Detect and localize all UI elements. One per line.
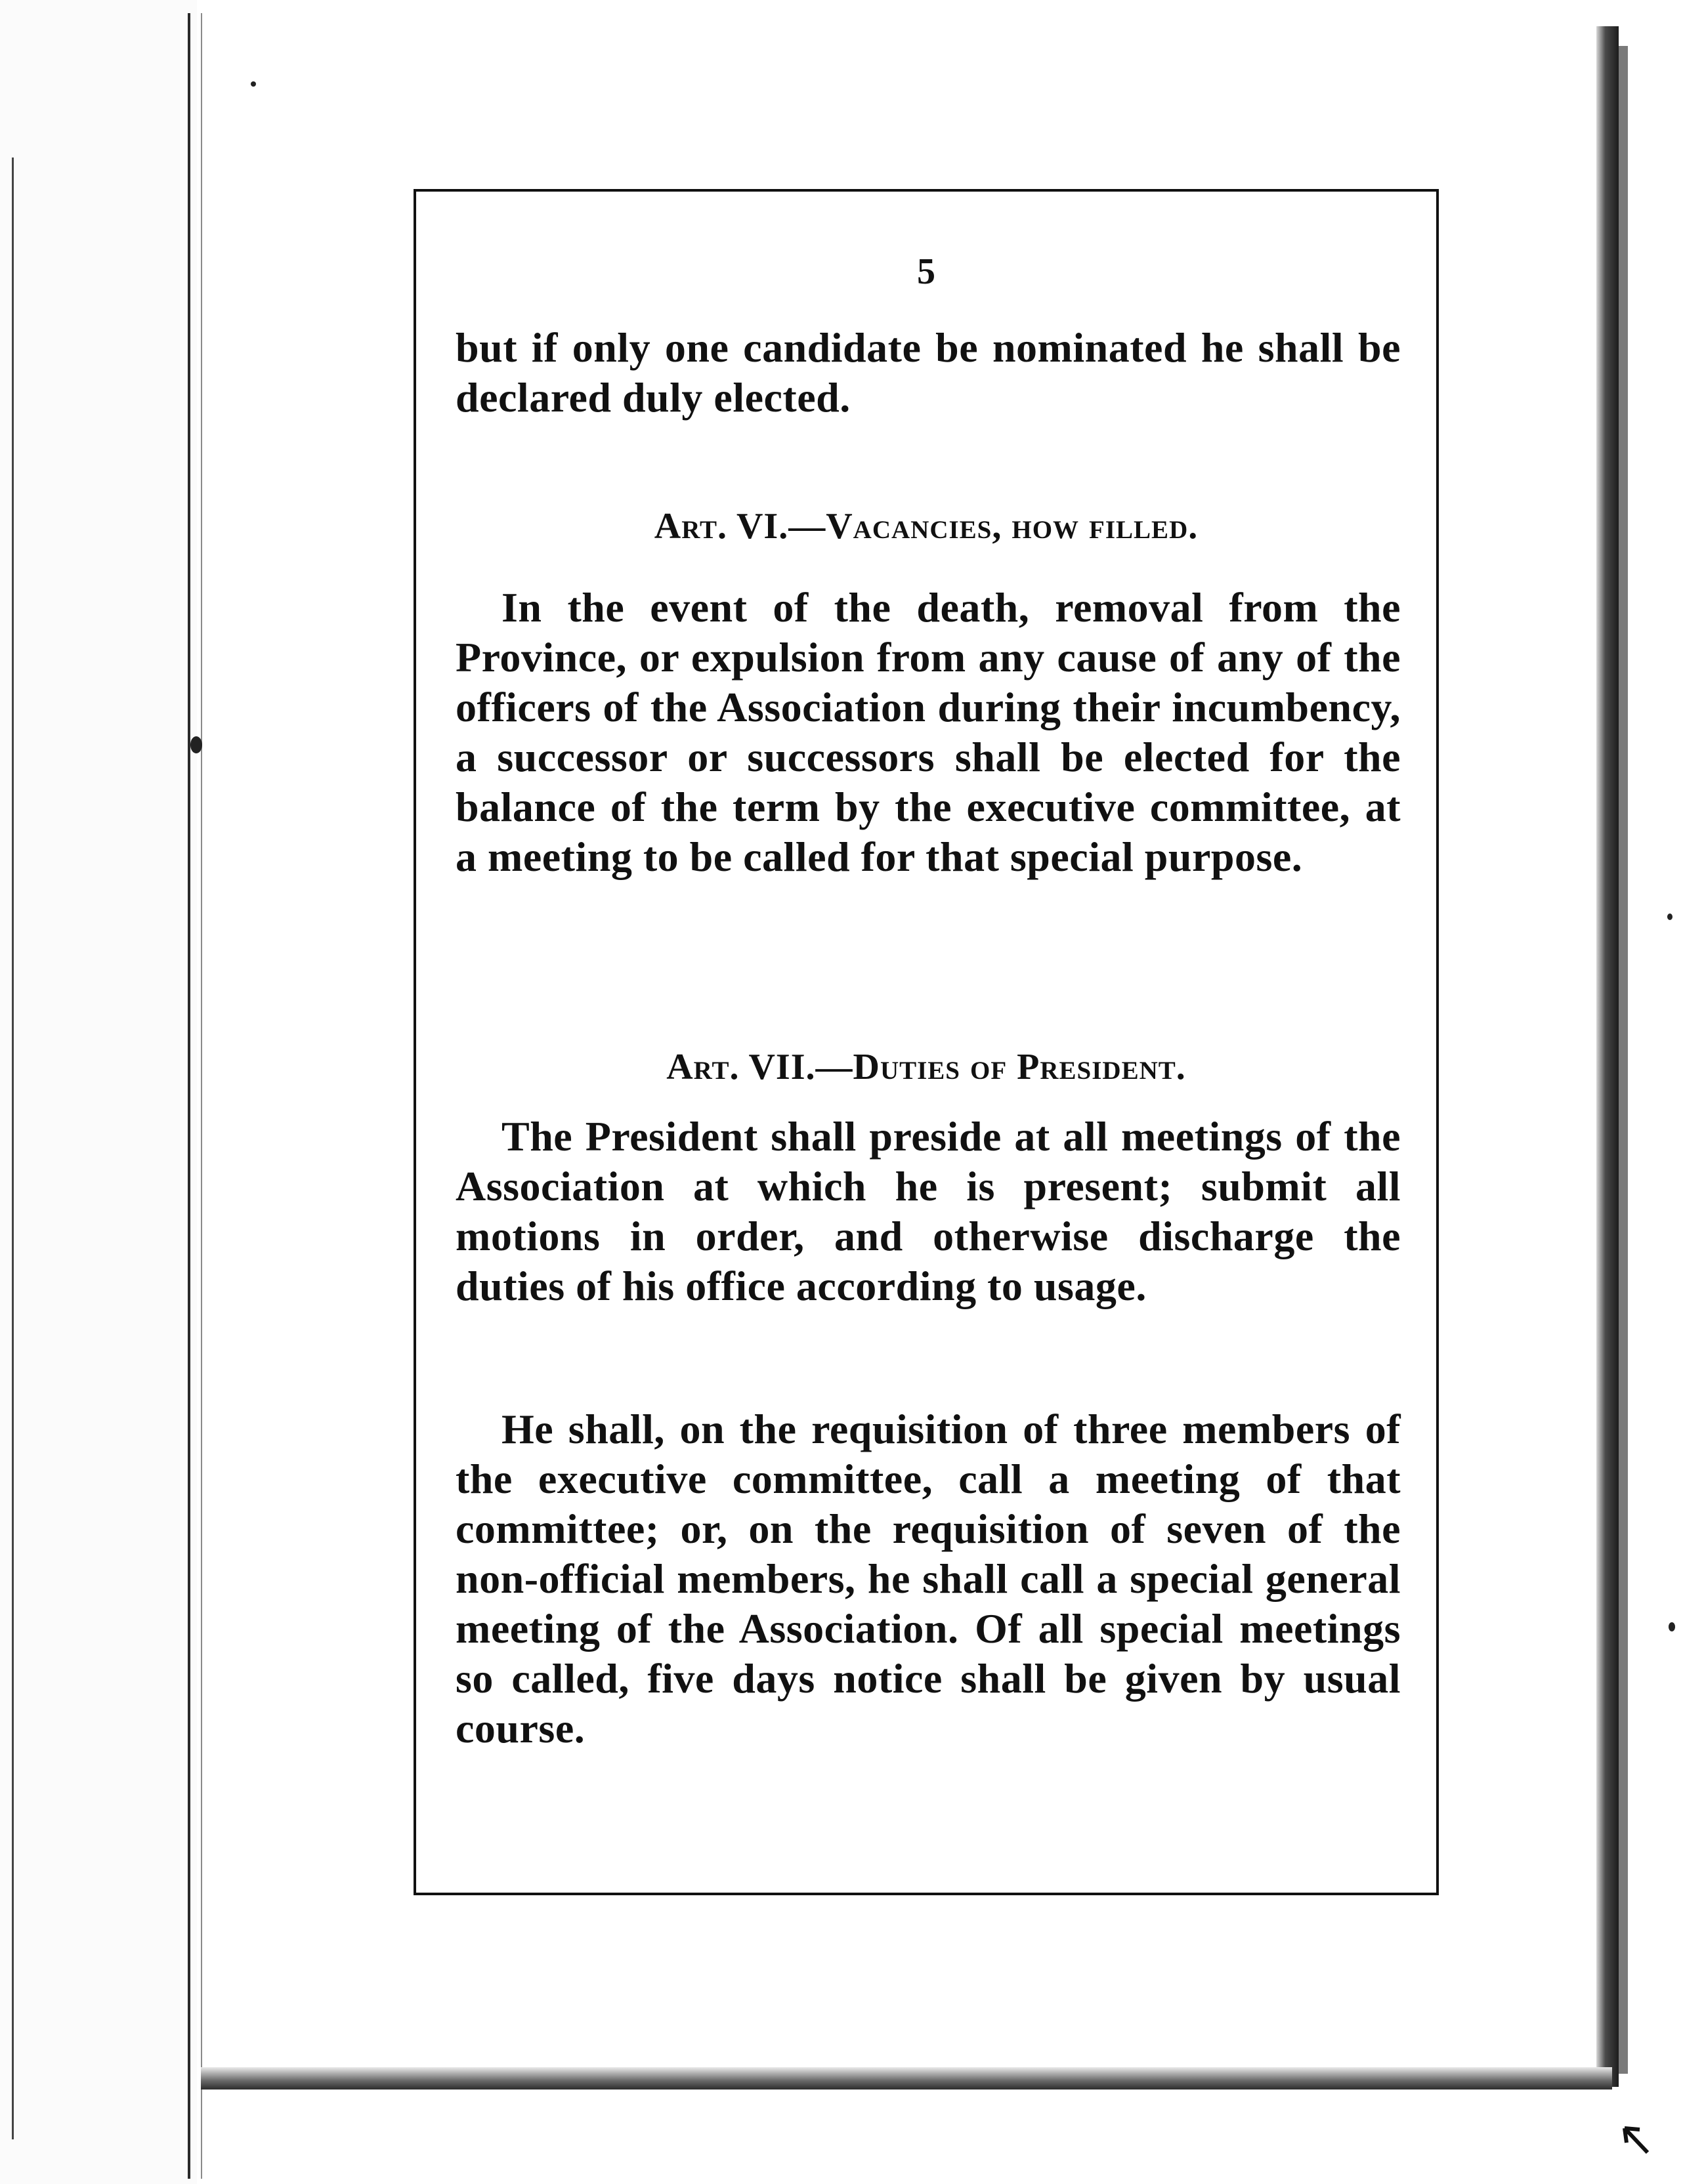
paragraph-text: The President shall preside at all meetings of the Association at which he is present; submit all motions in order, and otherwise discharge the duties of his office according to usage.	[456, 1113, 1401, 1309]
book-gutter-shadow	[201, 13, 202, 2179]
bottom-page-edge	[201, 2067, 1612, 2090]
scan-speck	[190, 736, 202, 753]
paragraph-text: but if only one candidate be nominated he shall be declared duly elected.	[456, 324, 1401, 421]
article-heading-vii: Art. VII.—Duties of President.	[666, 1047, 1186, 1087]
book-gutter	[188, 13, 190, 2179]
paragraph-text: He shall, on the requisition of three members of the executive committee, call a meeting of that committee; or, on the requisition of seven of the non-official members, he shall call a special general meeting of the Association. Of all special meetings so called, five days notice shall be given by usual course.	[456, 1406, 1401, 1752]
printed-frame	[414, 189, 1439, 1895]
paragraph-text: In the event of the death, removal from the Province, or expulsion from any cause of any of the officers of the Association during their incumbency, a successor or successors shall be elected for the balance of the term by the executive committee, at a meeting to be called for that special purpose.	[456, 584, 1401, 880]
article-vii-body-1	[456, 1112, 1401, 1311]
scan-speck	[251, 81, 256, 87]
article-vii-body-2	[456, 1404, 1401, 1754]
page-number: 5	[917, 251, 935, 292]
right-page-edge-shadow	[1619, 46, 1628, 2074]
left-page	[0, 0, 197, 2184]
corner-arrow-mark	[1621, 2123, 1661, 2156]
article-vi-body	[456, 583, 1401, 882]
article-heading-vi: Art. VI.—Vacancies, how filled.	[654, 506, 1199, 547]
scan-speck	[1667, 914, 1672, 920]
scan-speck	[1669, 1622, 1675, 1631]
right-page-edge	[1596, 26, 1619, 2087]
left-page-margin-line	[12, 158, 14, 2139]
continuation-paragraph	[456, 323, 1401, 423]
